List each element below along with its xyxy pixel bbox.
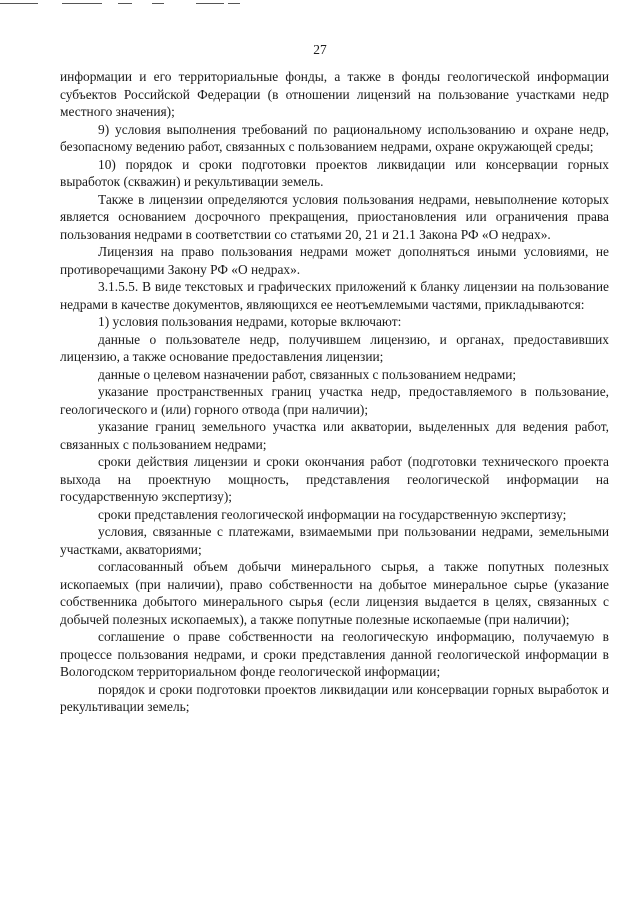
page-number: 27 xyxy=(313,42,327,57)
scan-edge-marks xyxy=(0,0,640,8)
list-item: данные о целевом назначении работ, связанных с пользованием недрами; xyxy=(98,366,517,382)
list-item: соглашение о праве собственности на геологическую информацию, получаемую в процессе пользования недрами, и сроки представления данной геологической информации в Вологодском территориальном фонде геологической информации; xyxy=(60,629,609,679)
list-item: порядок и сроки подготовки проектов ликвидации или консервации горных выработок и рекультивации земель; xyxy=(60,681,609,714)
list-item: указание пространственных границ участка недр, предоставляемого в пользование, геологического и (или) горного отвода (при наличии); xyxy=(60,384,609,417)
paragraph-license-conditions: Также в лицензии определяются условия пользования недрами, невыполнение которых является основанием досрочного прекращения, приостановления или ограничения права пользования недрами в соответствии со статьями 20, 21 и 21.1 Закона РФ «О недрах». xyxy=(60,191,609,242)
paragraph-item-1: 1) условия пользования недрами, которые включают: xyxy=(98,314,402,329)
list-item: согласованный объем добычи минерального сырья, а также попутных полезных ископаемых (при наличии), право собственности на добытое минеральное сырье (указание собственника добытого минерального сырья (если лицензия выдается в целях, связанных с добычей полезных ископаемых), а также попутные полезные ископаемые (при наличии); xyxy=(60,559,609,627)
paragraph-license-additions: Лицензия на право пользования недрами может дополняться иными условиями, не противоречащими Закону РФ «О недрах». xyxy=(60,244,609,277)
list-item: сроки представления геологической информации на государственную экспертизу; xyxy=(98,506,567,522)
list-item: данные о пользователе недр, получившем лицензию, и органах, предоставивших лицензию, а также основание предоставления лицензии; xyxy=(60,331,609,364)
paragraph-continuation: информации и его территориальные фонды, а также в фонды геологической информации субъектов Российской Федерации (в отношении лицензий на пользование участками недр местного значения); xyxy=(60,69,609,119)
list-item: условия, связанные с платежами, взимаемыми при пользовании недрами, земельными участками, акваториями; xyxy=(60,524,609,557)
paragraph-section-3-1-5-5: 3.1.5.5. В виде текстовых и графических приложений к бланку лицензии на пользование недрами в качестве документов, являющихся ее неотъемлемыми частями, прикладываются: xyxy=(60,279,609,312)
document-body xyxy=(60,68,609,716)
list-item: сроки действия лицензии и сроки окончания работ (подготовки технического проекта выхода на проектную мощность, представления геологической информации на государственную экспертизу); xyxy=(60,454,609,504)
paragraph-item-10: 10) порядок и сроки подготовки проектов ликвидации или консервации горных выработок (скважин) и рекультивации земель. xyxy=(60,156,609,189)
list-item: указание границ земельного участка или акватории, выделенных для ведения работ, связанных с пользованием недрами; xyxy=(60,419,609,452)
paragraph-item-9: 9) условия выполнения требований по рациональному использованию и охране недр, безопасному ведению работ, связанных с пользованием недрами, охране окружающей среды; xyxy=(60,121,609,154)
